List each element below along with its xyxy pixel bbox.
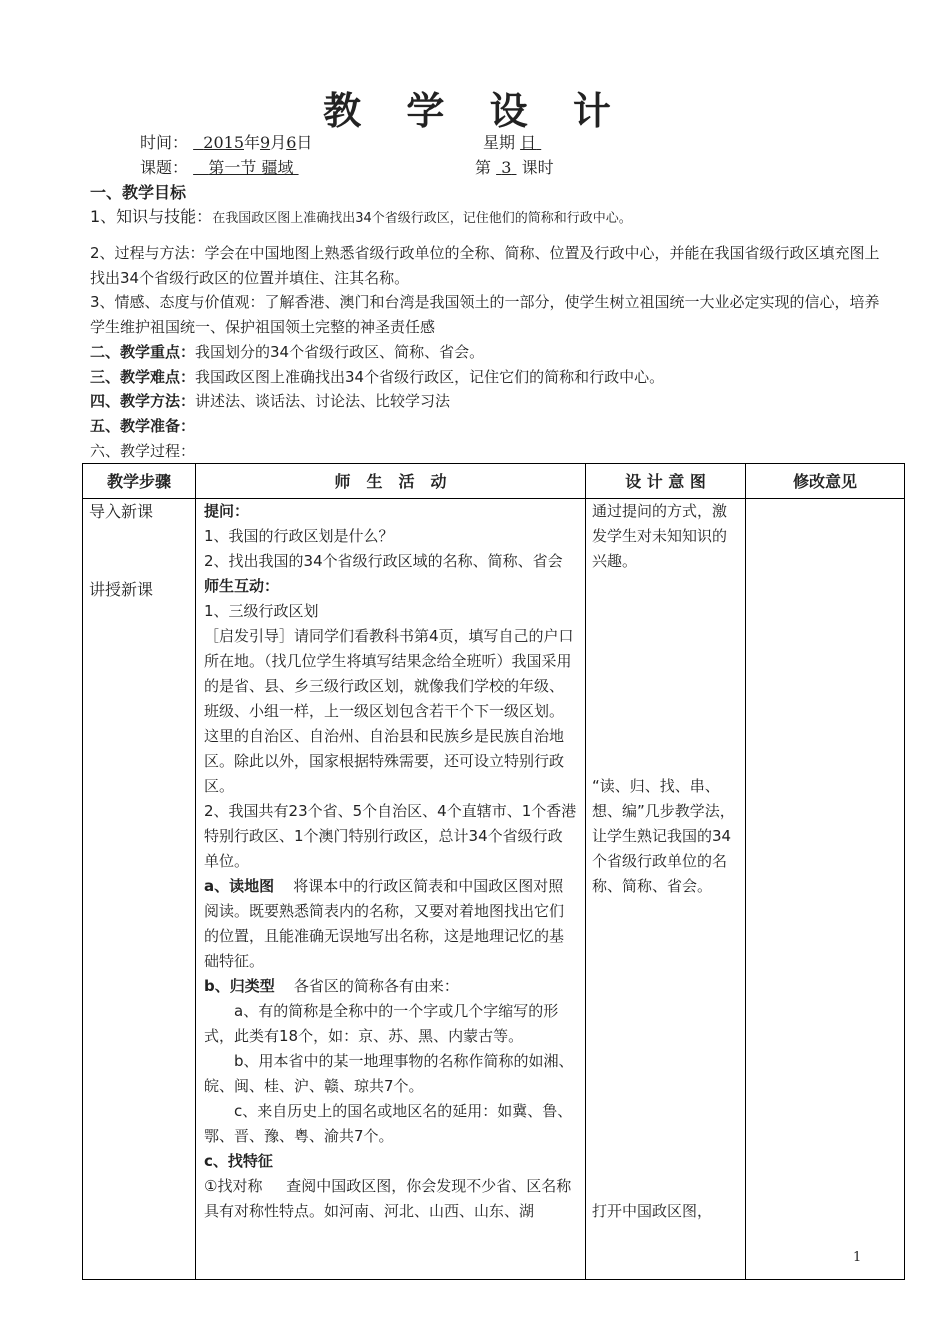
lesson-process-table [82,463,905,1280]
time-year: 2015 [203,133,244,152]
page-number: 1 [853,1250,862,1265]
topic-value: 第一节 疆域 [208,158,294,177]
header-revision: 修改意见 [746,464,905,499]
intent-3: 打开中国政区图， [592,1202,713,1220]
classify-b: b、用本省中的某一地理事物的名称作简称的如湘、皖、闽、桂、沪、赣、琼共7个。 [204,1052,574,1095]
classify-a: a、有的简称是全称中的一个字或几个字缩写的形式，此类有18个，如：京、苏、黑、内蒙古等。 [204,1002,559,1045]
lesson-line [475,155,554,178]
part-1-title: 1、三级行政区划 [204,602,319,620]
question-1: 1、我国的行政区划是什么？ [204,527,394,545]
step-intro: 导入新课 [89,502,154,521]
part-2-text: 2、我国共有23个省、5个自治区、4个直辖市、1个香港特别行政区、1个澳门特别行政区，总计34个省级行政单位。 [204,802,577,870]
header-steps: 教学步骤 [83,464,196,499]
intent-1: 通过提问的方式，激发学生对未知知识的兴趣。 [592,502,728,570]
section-5: 五、教学准备： [90,417,196,435]
read-map-block: a、读地图 将课本中的行政区简表和中国政区图对照阅读。既要熟悉简表内的名称，又要对着地图找出它们的位置，且能准确无误地写出名称，这是地理记忆的基础特征。 [204,877,565,970]
page-title: 教 学 设 计 [323,88,627,133]
month-suffix: 月 [270,133,287,152]
feature-symmetry: ①找对称 查阅中国政区图，你会发现不少省、区名称具有对称性特点。如河南、河北、山西、山东、湖 [204,1177,572,1220]
section-3: 三、教学难点：我国政区图上准确找出34个省级行政区，记住它们的简称和行政中心。 [90,368,665,386]
weekday-label: 星期 [483,133,516,152]
classify-block: b、归类型 各省区的简称各有由来： [204,977,459,995]
table-row [83,499,905,1280]
topic-line [140,155,299,178]
revision-cell [746,499,905,1280]
section-2: 二、教学重点：我国划分的34个省级行政区、简称、省会。 [90,343,485,361]
steps-cell [83,499,196,1280]
year-suffix: 年 [244,133,261,152]
table-header-row [83,464,905,499]
time-line [140,130,312,153]
section-1-item-2: 2、过程与方法：学会在中国地图上熟悉省级行政单位的全称、简称、位置及行政中心，并能在我国省级行政区填充图上找出34个省级行政区的位置并填住、注其名称。 [90,244,880,287]
weekday-line [483,130,541,153]
day-suffix: 日 [296,133,313,152]
section-1-item-1: 1、知识与技能：在我国政区图上准确找出34个省级行政区，记住他们的简称和行政中心。 [90,207,632,226]
feature-title: c、找特征 [204,1152,273,1170]
intent-cell [586,499,746,1280]
section-1-title: 一、教学目标 [90,183,187,202]
part-1-text: ［启发引导］请同学们看教科书第4页，填写自己的户口所在地。（找几位学生将填写结果念给全班听）我国采用的是省、县、乡三级行政区划，就像我们学校的年级、班级、小组一样，上一级区划包含若干个下一级区划。这里的自治区、自治州、自治县和民族乡是民族自治地区。除此以外，国家根据特殊需要，还可设立特别行政区。 [204,627,574,795]
time-day: 6 [286,133,297,152]
header-intent: 设 计 意 图 [586,464,746,499]
time-month: 9 [260,133,271,152]
weekday-value: 日 [520,133,537,152]
topic-label: 课题： [140,158,189,177]
lesson-value: 3 [501,158,512,177]
lesson-suffix: 课时 [521,158,554,177]
time-label: 时间： [140,133,189,152]
question-title: 提问： [204,502,250,520]
lesson-prefix: 第 [475,158,492,177]
activity-cell [196,499,586,1280]
question-2: 2、找出我国的34个省级行政区域的名称、简称、省会 [204,552,563,570]
intent-2: “读、归、找、串、想、编”几步教学法，让学生熟记我国的34个省级行政单位的名称、简称、省会。 [592,777,735,895]
interaction-title: 师生互动： [204,577,280,595]
section-4: 四、教学方法：讲述法、谈话法、讨论法、比较学习法 [90,392,451,410]
header-activity: 师 生 活 动 [196,464,586,499]
step-teach: 讲授新课 [89,580,154,599]
classify-c: c、来自历史上的国名或地区名的延用：如冀、鲁、鄂、晋、豫、粤、渝共7个。 [204,1102,573,1145]
section-1-item-3: 3、情感、态度与价值观：了解香港、澳门和台湾是我国领土的一部分，使学生树立祖国统一大业必定实现的信心，培养学生维护祖国统一、保护祖国领土完整的神圣责任感 [90,293,880,336]
section-6: 六、教学过程： [90,442,196,460]
